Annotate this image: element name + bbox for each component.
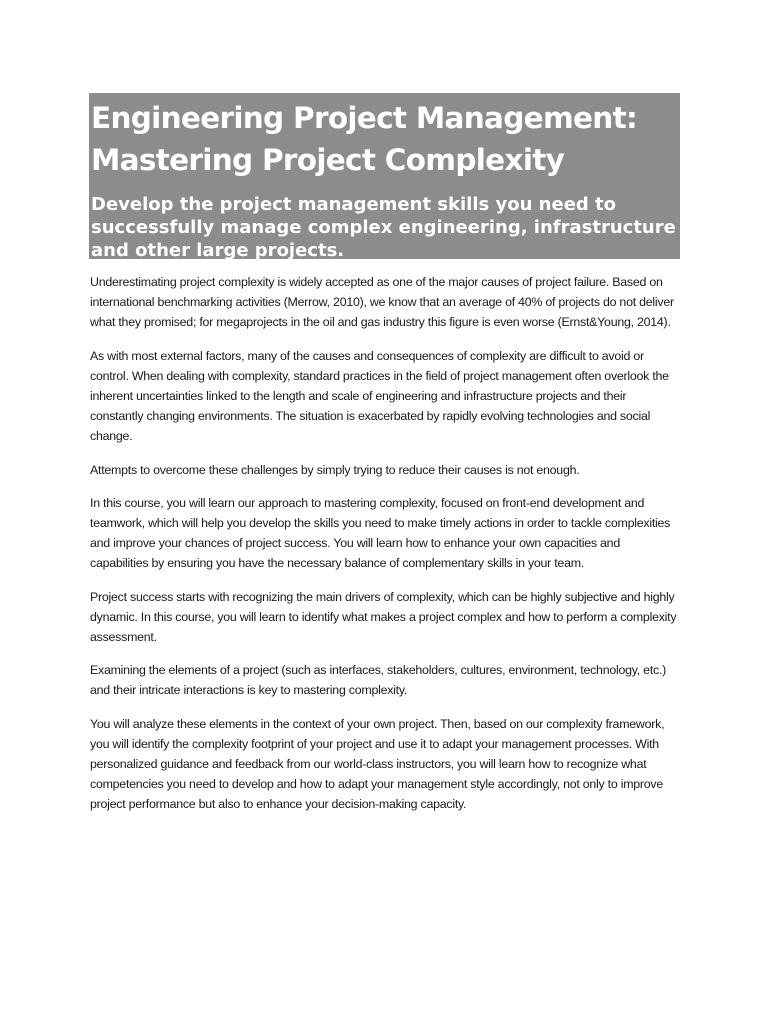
title-line-1: Engineering Project Management: (91, 101, 638, 135)
paragraph: Underestimating project complexity is widely accepted as one of the major causes of project failure. Based on international benchmarking activities (Merrow, 2010), we know that an average of 40% of projects do not deliver what they promised; for megaprojects in the oil and gas industry this figure is even worse (Ernst&Young, 2014). (90, 275, 674, 330)
paragraph: You will analyze these elements in the context of your own project. Then, based on our complexity framework, you will identify the complexity footprint of your project and use it to adapt your management processes. With personalized guidance and feedback from our world-class instructors, you will learn how to recognize what competencies you need to develop and how to adapt your management style accordingly, not only to improve project performance but also to enhance your decision-making capacity. (90, 716, 665, 812)
document-subtitle: Develop the project management skills you need to successfully manage complex engineering, infrastructure and other large projects. (91, 194, 676, 261)
paragraph: Examining the elements of a project (such as interfaces, stakeholders, cultures, environment, technology, etc.) and their intricate interactions is key to mastering complexity. (90, 663, 667, 698)
title-banner (89, 93, 680, 259)
document-title (91, 97, 680, 181)
paragraph: In this course, you will learn our approach to mastering complexity, focused on front-end development and teamwork, which will help you develop the skills you need to make timely actions in order to tackle complexities and improve your chances of project success. You will learn how to enhance your own capacities and capabilities by ensuring you have the necessary balance of complementary skills in your team. (90, 495, 671, 571)
paragraph: As with most external factors, many of the causes and consequences of complexity are difficult to avoid or control. When dealing with complexity, standard practices in the field of project management often overlook the inherent uncertainties linked to the length and scale of engineering and infrastructure projects and their constantly changing environments. The situation is exacerbated by rapidly evolving technologies and social change. (90, 348, 669, 444)
paragraph: Attempts to overcome these challenges by simply trying to reduce their causes is not enough. (90, 462, 580, 477)
title-line-2: Mastering Project Complexity (91, 143, 565, 177)
document-body (90, 272, 680, 828)
paragraph: Project success starts with recognizing the main drivers of complexity, which can be highly subjective and highly dynamic. In this course, you will learn to identify what makes a project complex and how to perform a complexity assessment. (90, 589, 677, 645)
